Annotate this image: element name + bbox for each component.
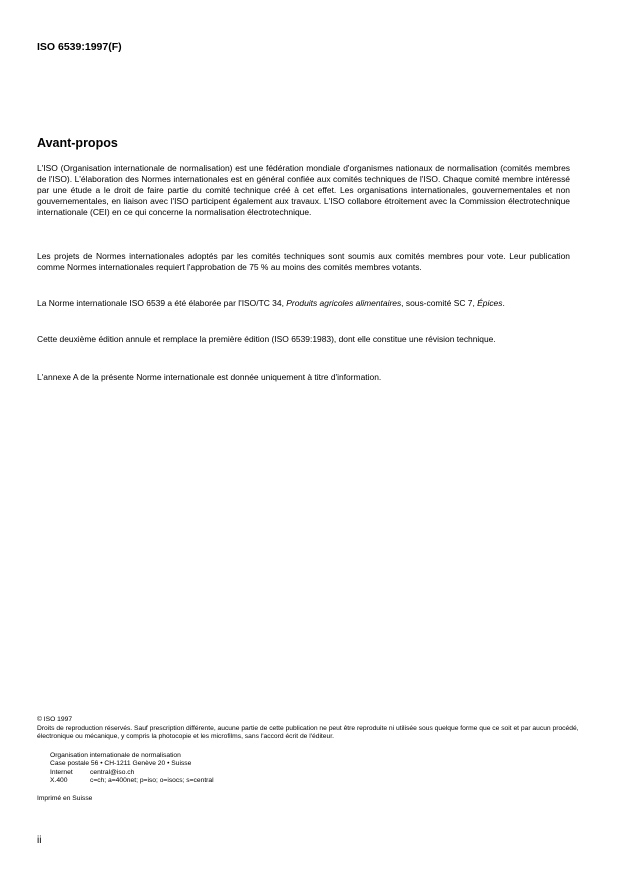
publisher-address xyxy=(50,752,214,786)
internet-row xyxy=(50,769,214,777)
printed-in: Imprimé en Suisse xyxy=(37,795,93,802)
p3-end: . xyxy=(502,298,505,308)
internet-label: Internet xyxy=(50,768,73,776)
x400-address: c=ch; a=400net; p=iso; o=isocs; s=central xyxy=(90,777,214,785)
rights-statement: Droits de reproduction réservés. Sauf prescription différente, aucune partie de cette publication ne peut être reproduite ni utilisée sous quelque forme que ce soit et par aucun procédé, électronique ou mécanique, y compris la photocopie et les microfilms, sans l'accord écrit de l'éditeur. xyxy=(37,725,579,741)
paragraph-voting: Les projets de Normes internationales adoptés par les comités techniques sont soumis aux comités membres pour vote. Leur publication comme Normes internationales requiert l'approbation de 75 % au moins des comités membres votants. xyxy=(37,251,570,272)
copyright-notice: © ISO 1997 xyxy=(37,716,73,723)
section-title: Avant-propos xyxy=(37,136,118,150)
p3-mid: , sous-comité SC 7, xyxy=(401,298,478,308)
x400-row xyxy=(50,777,214,785)
org-name: Organisation internationale de normalisation xyxy=(50,752,181,759)
internet-address: central@iso.ch xyxy=(90,768,135,776)
p3-start: La Norme internationale ISO 6539 a été élaborée par l'ISO/TC 34, xyxy=(37,298,287,308)
paragraph-iso-intro: L'ISO (Organisation internationale de normalisation) est une fédération mondiale d'organismes nationaux de normalisation (comités membres de l'ISO). L'élaboration des Normes internationales est en général confiée aux comités techniques de l'ISO. Chaque comité membre intéressé par une étude a le droit de faire partie du comité technique créé à cet effet. Les organisations internationales, gouvernementales et non gouvernementales, en liaison avec l'ISO participent également aux travaux. L'ISO collabore étroitement avec la Commission électrotechnique internationale (CEI) en ce qui concerne la normalisation électrotechnique. xyxy=(37,163,570,217)
page-number: ii xyxy=(37,835,42,846)
paragraph-edition: Cette deuxième édition annule et remplace la première édition (ISO 6539:1983), dont elle constitue une révision technique. xyxy=(37,334,496,344)
p3-committee-title: Produits agricoles alimentaires xyxy=(286,298,402,308)
x400-label: X.400 xyxy=(50,777,68,785)
paragraph-annex: L'annexe A de la présente Norme internationale est donnée uniquement à titre d'information. xyxy=(37,372,382,382)
p3-subcommittee-title: Épices xyxy=(477,298,503,308)
document-id: ISO 6539:1997(F) xyxy=(37,41,122,53)
paragraph-committee xyxy=(37,298,570,309)
postal-address: Case postale 56 • CH-1211 Genève 20 • Suisse xyxy=(50,760,192,768)
